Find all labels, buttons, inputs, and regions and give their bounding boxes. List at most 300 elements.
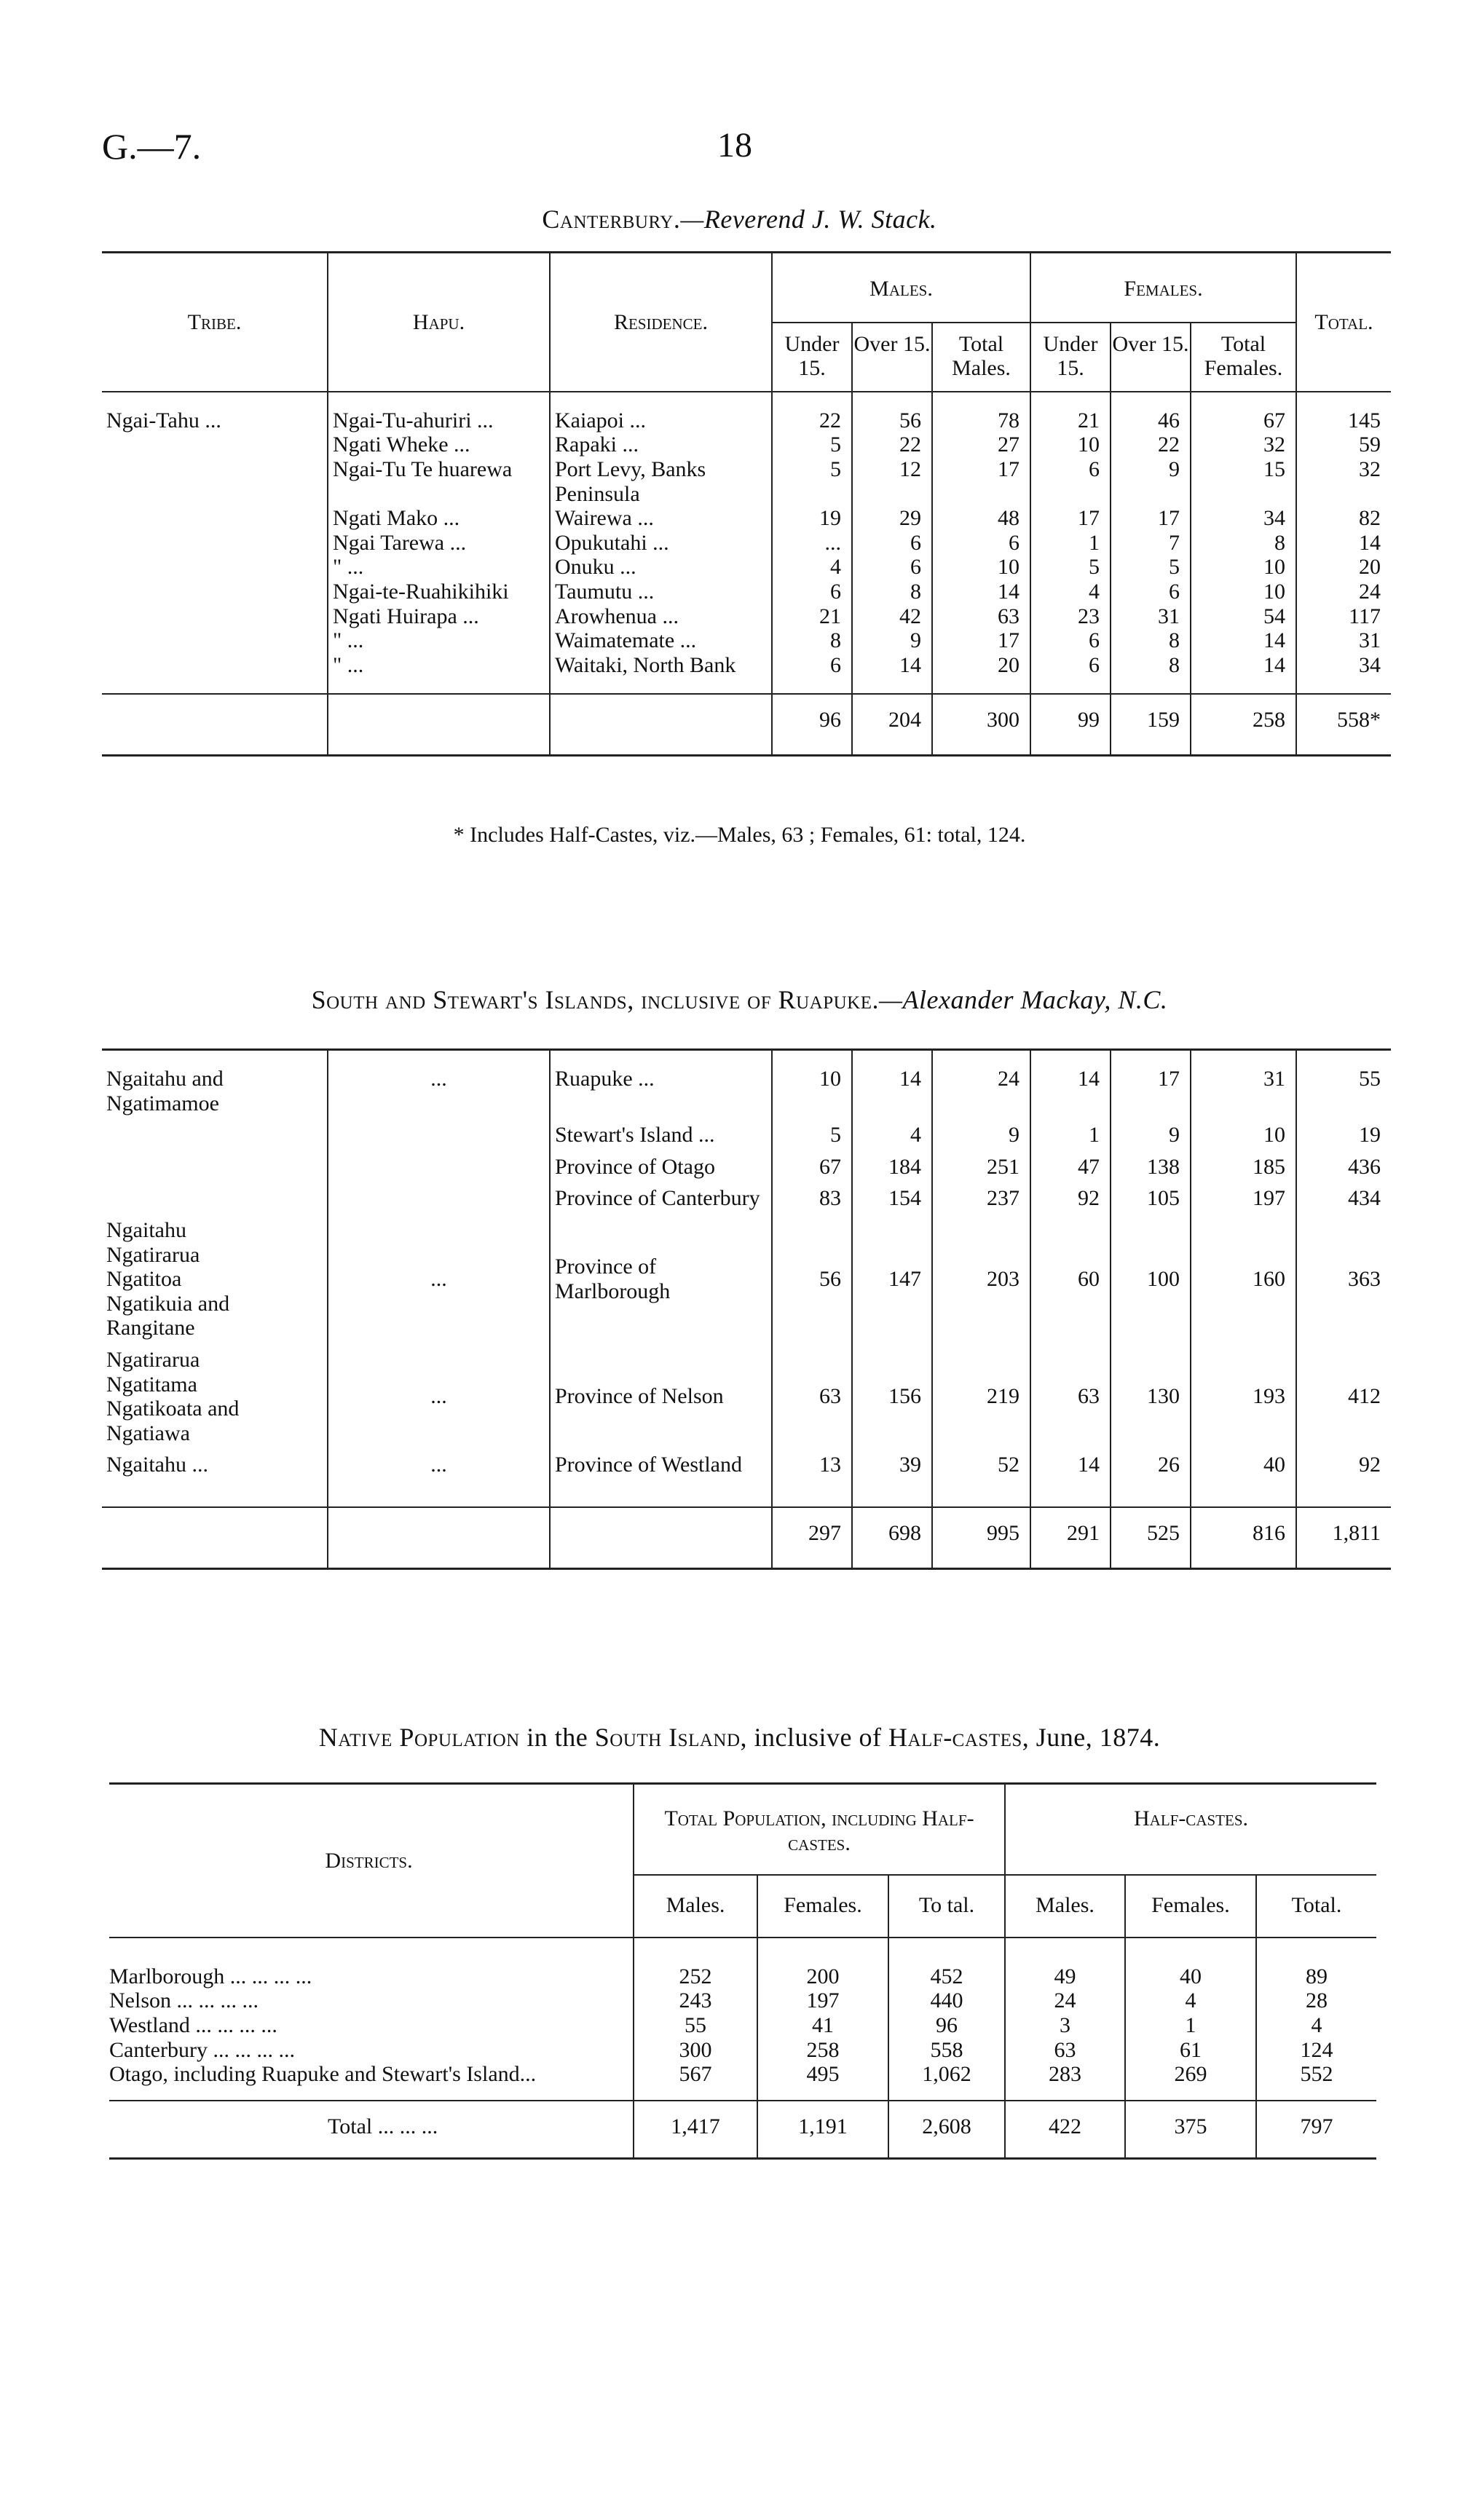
- tp-males: 55: [634, 2013, 757, 2038]
- residence-cell: Wairewa ...: [550, 506, 772, 531]
- tp-total: 452: [888, 1938, 1005, 1989]
- tribe-cell: Ngaitahu and Ngatimamoe: [106, 1067, 224, 1115]
- spacer-cell: [102, 1477, 328, 1507]
- females-total: 32: [1191, 432, 1296, 457]
- males-under15: 5: [772, 432, 852, 457]
- row-total: 59: [1296, 432, 1391, 457]
- hapu-cell: ...: [328, 1340, 550, 1445]
- native-title-part: , June, 1874.: [1022, 1723, 1161, 1752]
- hc-males-header: Males.: [1005, 1875, 1125, 1938]
- males-over15: 56: [852, 392, 932, 433]
- row-total: 19: [1296, 1115, 1391, 1148]
- hapu-cell: " ...: [328, 555, 550, 580]
- females-under15: 47: [1030, 1148, 1111, 1180]
- residence-cell: Waitaki, North Bank: [550, 653, 772, 678]
- total-population-header: Total Population, including Half-castes.: [634, 1784, 1005, 1876]
- totals-blank: [328, 694, 550, 755]
- hc-males: 3: [1005, 2013, 1125, 2038]
- spacer-cell: [1111, 1477, 1191, 1507]
- spacer-cell: [1256, 2087, 1376, 2101]
- total-females-over15: 159: [1111, 694, 1191, 755]
- females-under15: 63: [1030, 1340, 1111, 1445]
- table-row: [102, 653, 1391, 678]
- females-over15: 105: [1111, 1179, 1191, 1211]
- hapu-cell: Ngai-te-Ruahikihiki: [328, 580, 550, 604]
- males-total: 17: [932, 628, 1030, 653]
- tribe-cell: [102, 628, 328, 653]
- spacer-cell: [772, 677, 852, 694]
- tp-total: 96: [888, 2013, 1005, 2038]
- males-over15: 9: [852, 628, 932, 653]
- total-females-under15: 99: [1030, 694, 1111, 755]
- row-total: 92: [1296, 1445, 1391, 1477]
- hapu-cell: [328, 1148, 550, 1180]
- females-over15: 9: [1111, 1115, 1191, 1148]
- residence-cell: Arowhenua ...: [550, 604, 772, 629]
- females-over15: 26: [1111, 1445, 1191, 1477]
- tribe-cell: [102, 653, 328, 678]
- females-under15: 21: [1030, 392, 1111, 433]
- table-row: [102, 604, 1391, 629]
- native-hc-total-females: 375: [1125, 2101, 1256, 2159]
- females-over15: 8: [1111, 628, 1191, 653]
- males-under15: 83: [772, 1179, 852, 1211]
- females-group-header: Females.: [1030, 253, 1296, 323]
- row-total: 117: [1296, 604, 1391, 629]
- table-row: [102, 628, 1391, 653]
- males-over15: 6: [852, 555, 932, 580]
- native-bottom-rule: [109, 2159, 1376, 2163]
- females-total: 31: [1191, 1050, 1296, 1116]
- canterbury-title-region: Canterbury.: [542, 205, 681, 234]
- row-total: 82: [1296, 506, 1391, 531]
- tribe-cell: Ngai-Tahu ...: [106, 408, 221, 432]
- residence-cell: Taumutu ...: [550, 580, 772, 604]
- males-total: 251: [932, 1148, 1030, 1180]
- hc-total: 124: [1256, 2038, 1376, 2063]
- hc-males: 63: [1005, 2038, 1125, 2063]
- tribe-cell: [102, 604, 328, 629]
- females-under15: 60: [1030, 1211, 1111, 1340]
- hapu-cell: [328, 1115, 550, 1148]
- spacer-cell: [1191, 677, 1296, 694]
- row-spacer: [102, 677, 1391, 694]
- tribe-cell: [102, 457, 328, 506]
- col-tribe-header: Tribe.: [102, 253, 328, 392]
- native-totals-row: [109, 2101, 1376, 2159]
- hapu-cell: Ngai Tarewa ...: [328, 531, 550, 556]
- spacer-cell: [757, 2087, 888, 2101]
- canterbury-totals-row: [102, 694, 1391, 755]
- native-title: [0, 1722, 1479, 1753]
- row-total: 20: [1296, 555, 1391, 580]
- hapu-cell: Ngai-Tu Te huarewa: [328, 457, 550, 506]
- females-under15: 5: [1030, 555, 1111, 580]
- females-total: 185: [1191, 1148, 1296, 1180]
- row-spacer: [102, 1477, 1391, 1507]
- table-row: [102, 580, 1391, 604]
- hc-total: 552: [1256, 2062, 1376, 2087]
- females-under15: 6: [1030, 628, 1111, 653]
- south-totals-row: [102, 1507, 1391, 1568]
- males-under15: ...: [772, 531, 852, 556]
- spacer-cell: [102, 677, 328, 694]
- residence-cell: Province of Otago: [550, 1148, 772, 1180]
- residence-cell: Province of Marlborough: [550, 1211, 772, 1340]
- males-under15-header: Under 15.: [772, 323, 852, 392]
- spacer-cell: [1125, 2087, 1256, 2101]
- hapu-cell: " ...: [328, 653, 550, 678]
- table-row: [102, 432, 1391, 457]
- row-total: 31: [1296, 628, 1391, 653]
- males-over15: 4: [852, 1115, 932, 1148]
- native-title-part: South Island: [594, 1723, 741, 1752]
- males-over15: 14: [852, 1050, 932, 1116]
- males-under15: 21: [772, 604, 852, 629]
- spacer-cell: [328, 1477, 550, 1507]
- table-row: [102, 506, 1391, 531]
- females-under15: 14: [1030, 1050, 1111, 1116]
- females-over15: 46: [1111, 392, 1191, 433]
- table-row: [102, 1340, 1391, 1445]
- residence-cell: Ruapuke ...: [550, 1050, 772, 1116]
- females-over15: 17: [1111, 506, 1191, 531]
- tribe-cell: [102, 1148, 328, 1180]
- district-cell: Otago, including Ruapuke and Stewart's Island...: [109, 2062, 537, 2087]
- females-total: 15: [1191, 457, 1296, 506]
- females-over15: 130: [1111, 1340, 1191, 1445]
- females-under15: 92: [1030, 1179, 1111, 1211]
- tribe-cell: [102, 1179, 328, 1211]
- canterbury-footnote: * Includes Half-Castes, viz.—Males, 63 ; Females, 61: total, 124.: [453, 823, 1026, 847]
- row-total: 363: [1296, 1211, 1391, 1340]
- males-over15: 12: [852, 457, 932, 506]
- females-total: 10: [1191, 1115, 1296, 1148]
- males-total-header: Total Males.: [932, 323, 1030, 392]
- females-over15: 8: [1111, 653, 1191, 678]
- spacer-cell: [634, 2087, 757, 2101]
- females-under15: 10: [1030, 432, 1111, 457]
- females-over15: 22: [1111, 432, 1191, 457]
- residence-cell: Stewart's Island ...: [550, 1115, 772, 1148]
- native-title-part: , inclusive of: [740, 1723, 888, 1752]
- females-under15-header: Under 15.: [1030, 323, 1111, 392]
- males-total: 78: [932, 392, 1030, 433]
- hc-females: 40: [1125, 1938, 1256, 1989]
- canterbury-title-author: —Reverend J. W. Stack.: [680, 205, 937, 234]
- native-population-table: [109, 1782, 1376, 2162]
- row-total: 434: [1296, 1179, 1391, 1211]
- females-over15: 31: [1111, 604, 1191, 629]
- males-under15: 13: [772, 1445, 852, 1477]
- spacer-cell: [932, 1477, 1030, 1507]
- tp-females-header: Females.: [757, 1875, 888, 1938]
- males-total: 52: [932, 1445, 1030, 1477]
- total-males: 995: [932, 1507, 1030, 1568]
- totals-blank: [102, 694, 328, 755]
- females-total-header: Total Females.: [1191, 323, 1296, 392]
- native-total-females: 1,191: [757, 2101, 888, 2159]
- total-females-over15: 525: [1111, 1507, 1191, 1568]
- males-total: 237: [932, 1179, 1030, 1211]
- males-total: 24: [932, 1050, 1030, 1116]
- col-total-header: Total.: [1296, 253, 1391, 392]
- males-total: 10: [932, 555, 1030, 580]
- males-over15: 6: [852, 531, 932, 556]
- hc-total: 89: [1256, 1938, 1376, 1989]
- table-row: [102, 555, 1391, 580]
- females-total: 14: [1191, 653, 1296, 678]
- canterbury-table: [102, 251, 1391, 757]
- spacer-cell: [1111, 677, 1191, 694]
- hc-females: 4: [1125, 1988, 1256, 2013]
- native-total-total: 2,608: [888, 2101, 1005, 2159]
- tribe-cell: [102, 1115, 328, 1148]
- table-row: [102, 392, 1391, 433]
- district-cell: Canterbury ... ... ... ...: [109, 2037, 295, 2062]
- spacer-cell: [328, 677, 550, 694]
- hc-males: 49: [1005, 1938, 1125, 1989]
- native-hc-total-total: 797: [1256, 2101, 1376, 2159]
- residence-cell: Province of Westland: [550, 1445, 772, 1477]
- row-total: 14: [1296, 531, 1391, 556]
- total-males-over15: 698: [852, 1507, 932, 1568]
- males-under15: 6: [772, 580, 852, 604]
- hapu-cell: Ngati Huirapa ...: [328, 604, 550, 629]
- residence-cell: Rapaki ...: [550, 432, 772, 457]
- hc-males: 283: [1005, 2062, 1125, 2087]
- south-table: [102, 1048, 1391, 1570]
- males-over15-header: Over 15.: [852, 323, 932, 392]
- spacer-cell: [550, 677, 772, 694]
- males-total: 6: [932, 531, 1030, 556]
- males-total: 48: [932, 506, 1030, 531]
- residence-cell: Onuku ...: [550, 555, 772, 580]
- females-over15: 100: [1111, 1211, 1191, 1340]
- males-under15: 10: [772, 1050, 852, 1116]
- spacer-cell: [888, 2087, 1005, 2101]
- females-total: 8: [1191, 531, 1296, 556]
- males-group-header: Males.: [772, 253, 1030, 323]
- spacer-cell: [550, 1477, 772, 1507]
- spacer-cell: [1296, 1477, 1391, 1507]
- tp-total: 1,062: [888, 2062, 1005, 2087]
- males-over15: 39: [852, 1445, 932, 1477]
- females-over15-header: Over 15.: [1111, 323, 1191, 392]
- residence-cell: Opukutahi ...: [550, 531, 772, 556]
- hapu-cell: Ngati Wheke ...: [328, 432, 550, 457]
- hapu-cell: " ...: [328, 628, 550, 653]
- district-cell: Westland ... ... ... ...: [109, 2013, 277, 2037]
- males-over15: 184: [852, 1148, 932, 1180]
- tribe-cell: [102, 531, 328, 556]
- males-total: 63: [932, 604, 1030, 629]
- hc-females: 61: [1125, 2038, 1256, 2063]
- males-under15: 6: [772, 653, 852, 678]
- males-total: 27: [932, 432, 1030, 457]
- native-title-part: Half-castes: [888, 1723, 1022, 1752]
- tp-males: 243: [634, 1988, 757, 2013]
- tribe-cell: [102, 555, 328, 580]
- females-under15: 23: [1030, 604, 1111, 629]
- tribe-cell: [102, 432, 328, 457]
- tribe-cell: Ngatirarua Ngatitama Ngatikoata and Ngatiawa: [106, 1347, 240, 1445]
- tp-total: 440: [888, 1988, 1005, 2013]
- tp-females: 41: [757, 2013, 888, 2038]
- males-total: 17: [932, 457, 1030, 506]
- row-total: 412: [1296, 1340, 1391, 1445]
- hapu-cell: ...: [328, 1445, 550, 1477]
- totals-blank: [328, 1507, 550, 1568]
- females-total: 10: [1191, 555, 1296, 580]
- table-row: [109, 1938, 1376, 1989]
- native-hc-total-males: 422: [1005, 2101, 1125, 2159]
- native-total-males: 1,417: [634, 2101, 757, 2159]
- females-under15: 6: [1030, 653, 1111, 678]
- row-total: 436: [1296, 1148, 1391, 1180]
- district-cell: Nelson ... ... ... ...: [109, 1988, 259, 2013]
- males-under15: 56: [772, 1211, 852, 1340]
- spacer-cell: [852, 1477, 932, 1507]
- females-over15: 138: [1111, 1148, 1191, 1180]
- males-over15: 147: [852, 1211, 932, 1340]
- tp-total-header: To tal.: [888, 1875, 1005, 1938]
- spacer-cell: [1191, 1477, 1296, 1507]
- south-title-author: —Alexander Mackay, N.C.: [879, 985, 1168, 1014]
- males-over15: 8: [852, 580, 932, 604]
- page-number: 18: [717, 126, 752, 165]
- males-under15: 4: [772, 555, 852, 580]
- females-over15: 6: [1111, 580, 1191, 604]
- table-row: [102, 1050, 1391, 1116]
- females-total: 40: [1191, 1445, 1296, 1477]
- row-total: 34: [1296, 653, 1391, 678]
- total-males: 300: [932, 694, 1030, 755]
- females-under15: 14: [1030, 1445, 1111, 1477]
- table-row: [102, 1115, 1391, 1148]
- females-total: 10: [1191, 580, 1296, 604]
- spacer-cell: [1005, 2087, 1125, 2101]
- south-title-region: South and Stewart's Islands, inclusive of Ruapuke.: [311, 985, 879, 1014]
- residence-cell: Waimatemate ...: [550, 628, 772, 653]
- hc-females: 1: [1125, 2013, 1256, 2038]
- males-over15: 14: [852, 653, 932, 678]
- males-over15: 154: [852, 1179, 932, 1211]
- hapu-cell: Ngai-Tu-ahuriri ...: [328, 392, 550, 433]
- males-under15: 19: [772, 506, 852, 531]
- tp-females: 197: [757, 1988, 888, 2013]
- table-row: [102, 1148, 1391, 1180]
- tribe-cell: Ngaitahu ...: [106, 1453, 208, 1477]
- page-code: G.—7.: [102, 126, 202, 167]
- table-row: [102, 1211, 1391, 1340]
- hc-total-header: Total.: [1256, 1875, 1376, 1938]
- males-under15: 63: [772, 1340, 852, 1445]
- half-castes-header: Half-castes.: [1005, 1784, 1376, 1876]
- tp-females: 200: [757, 1938, 888, 1989]
- spacer-cell: [109, 2087, 634, 2101]
- spacer-cell: [1030, 1477, 1111, 1507]
- hc-total: 28: [1256, 1988, 1376, 2013]
- residence-cell: Province of Nelson: [550, 1340, 772, 1445]
- hc-males: 24: [1005, 1988, 1125, 2013]
- row-spacer: [109, 2087, 1376, 2101]
- table-row: [109, 2038, 1376, 2063]
- males-total: 203: [932, 1211, 1030, 1340]
- total-females: 258: [1191, 694, 1296, 755]
- row-total: 145: [1296, 392, 1391, 433]
- males-total: 20: [932, 653, 1030, 678]
- males-over15: 29: [852, 506, 932, 531]
- district-cell: Marlborough ... ... ... ...: [109, 1964, 312, 1988]
- total-females-under15: 291: [1030, 1507, 1111, 1568]
- females-over15: 7: [1111, 531, 1191, 556]
- table-row: [109, 1988, 1376, 2013]
- females-over15: 9: [1111, 457, 1191, 506]
- totals-blank: [550, 694, 772, 755]
- south-title: [0, 984, 1479, 1015]
- table-row: [109, 2013, 1376, 2038]
- males-total: 14: [932, 580, 1030, 604]
- hapu-cell: [328, 1179, 550, 1211]
- row-total: 55: [1296, 1050, 1391, 1116]
- females-under15: 1: [1030, 531, 1111, 556]
- total-males-under15: 297: [772, 1507, 852, 1568]
- males-over15: 22: [852, 432, 932, 457]
- tp-males-header: Males.: [634, 1875, 757, 1938]
- females-under15: 6: [1030, 457, 1111, 506]
- hapu-cell: ...: [328, 1050, 550, 1116]
- spacer-cell: [932, 677, 1030, 694]
- females-total: 54: [1191, 604, 1296, 629]
- total-females: 816: [1191, 1507, 1296, 1568]
- males-over15: 156: [852, 1340, 932, 1445]
- hc-females-header: Females.: [1125, 1875, 1256, 1938]
- table-row: [102, 1179, 1391, 1211]
- tp-males: 300: [634, 2038, 757, 2063]
- tp-males: 252: [634, 1938, 757, 1989]
- females-over15: 5: [1111, 555, 1191, 580]
- hapu-cell: ...: [328, 1211, 550, 1340]
- tribe-cell: [102, 580, 328, 604]
- males-under15: 5: [772, 457, 852, 506]
- females-under15: 17: [1030, 506, 1111, 531]
- canterbury-title: [0, 204, 1479, 234]
- residence-cell: Province of Canterbury: [550, 1179, 772, 1211]
- females-total: 34: [1191, 506, 1296, 531]
- females-total: 14: [1191, 628, 1296, 653]
- table-row: [102, 531, 1391, 556]
- native-title-part: Native Population: [318, 1723, 520, 1752]
- col-districts-header: Districts.: [109, 1784, 634, 1938]
- females-under15: 1: [1030, 1115, 1111, 1148]
- females-total: 160: [1191, 1211, 1296, 1340]
- spacer-cell: [772, 1477, 852, 1507]
- females-under15: 4: [1030, 580, 1111, 604]
- females-total: 193: [1191, 1340, 1296, 1445]
- males-under15: 8: [772, 628, 852, 653]
- totals-blank: [102, 1507, 328, 1568]
- row-total: 24: [1296, 580, 1391, 604]
- hc-females: 269: [1125, 2062, 1256, 2087]
- native-totals-label: Total ... ... ...: [109, 2101, 634, 2159]
- spacer-cell: [1296, 677, 1391, 694]
- females-over15: 17: [1111, 1050, 1191, 1116]
- males-over15: 42: [852, 604, 932, 629]
- males-total: 219: [932, 1340, 1030, 1445]
- males-under15: 67: [772, 1148, 852, 1180]
- males-total: 9: [932, 1115, 1030, 1148]
